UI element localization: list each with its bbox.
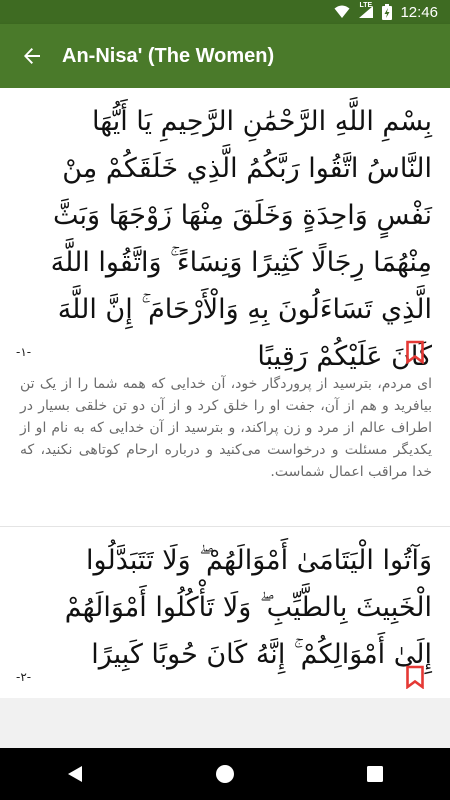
list-bottom-area xyxy=(0,698,450,748)
system-nav-bar xyxy=(0,748,450,800)
nav-home-button[interactable] xyxy=(195,748,255,800)
verse-translation: ای مردم، بترسید از پروردگار خود، آن خدایی که همه شما را از یک تن بیافرید و هم از آن، جفت او را خلق کرد و از آن دو تن خلقی بسیار در اطراف عالم از مرد و زن پراکند، و بترسید از آن خدایی که به نام او از یکدیگر مسئلت و درخواست می‌کنید و درباره ارحام کوتاهی نکنید، که خدا مراقب اعمال شماست. xyxy=(20,376,432,480)
app-bar xyxy=(0,24,450,88)
verse-number: -٢- xyxy=(16,670,32,684)
verse-list[interactable] xyxy=(0,88,450,748)
signal-icon xyxy=(358,2,374,19)
bookmark-outline-icon[interactable] xyxy=(405,340,425,364)
nav-back-button[interactable] xyxy=(45,748,105,800)
verse-card[interactable] xyxy=(0,88,450,526)
battery-charging-icon xyxy=(382,4,392,20)
nav-recents-button[interactable] xyxy=(345,748,405,800)
verse-arabic-text: بِسْمِ اللَّهِ الرَّحْمَٰنِ الرَّحِيمِ يَا أَيُّهَا النَّاسُ اتَّقُوا رَبَّكُمُ الَّذِي خَلَقَكُمْ مِنْ نَفْسٍ وَاحِدَةٍ وَخَلَقَ مِنْهَا زَوْجَهَا وَبَثَّ مِنْهُمَا رِجَالًا كَثِيرًا وَنِسَاءً ۚ وَاتَّقُوا اللَّهَ الَّذِي تَسَاءَلُونَ بِهِ وَالْأَرْحَامَ ۚ إِنَّ اللَّهَ كَانَ عَلَيْكُمْ رَقِيبًا xyxy=(50,106,432,372)
nav-recents-icon xyxy=(366,765,384,783)
wifi-icon xyxy=(334,5,350,19)
verse-card[interactable] xyxy=(0,526,450,699)
verse-number: -١- xyxy=(16,345,32,359)
page-title: An-Nisa' (The Women) xyxy=(62,44,275,67)
verse-arabic-text: وَآتُوا الْيَتَامَىٰ أَمْوَالَهُمْ ۖ وَلَا تَتَبَدَّلُوا الْخَبِيثَ بِالطَّيِّبِ ۖ وَلَا تَأْكُلُوا أَمْوَالَهُمْ إِلَىٰ أَمْوَالِكُمْ ۚ إِنَّهُ كَانَ حُوبًا كَبِيرًا xyxy=(64,545,432,670)
network-type-label: LTE xyxy=(359,2,373,9)
arrow-left-icon xyxy=(22,46,42,66)
nav-home-icon xyxy=(215,764,235,784)
status-time: 12:46 xyxy=(400,3,438,21)
back-button[interactable] xyxy=(4,28,60,84)
nav-back-icon xyxy=(66,764,84,784)
status-bar xyxy=(0,0,450,24)
bookmark-outline-icon[interactable] xyxy=(405,665,425,689)
